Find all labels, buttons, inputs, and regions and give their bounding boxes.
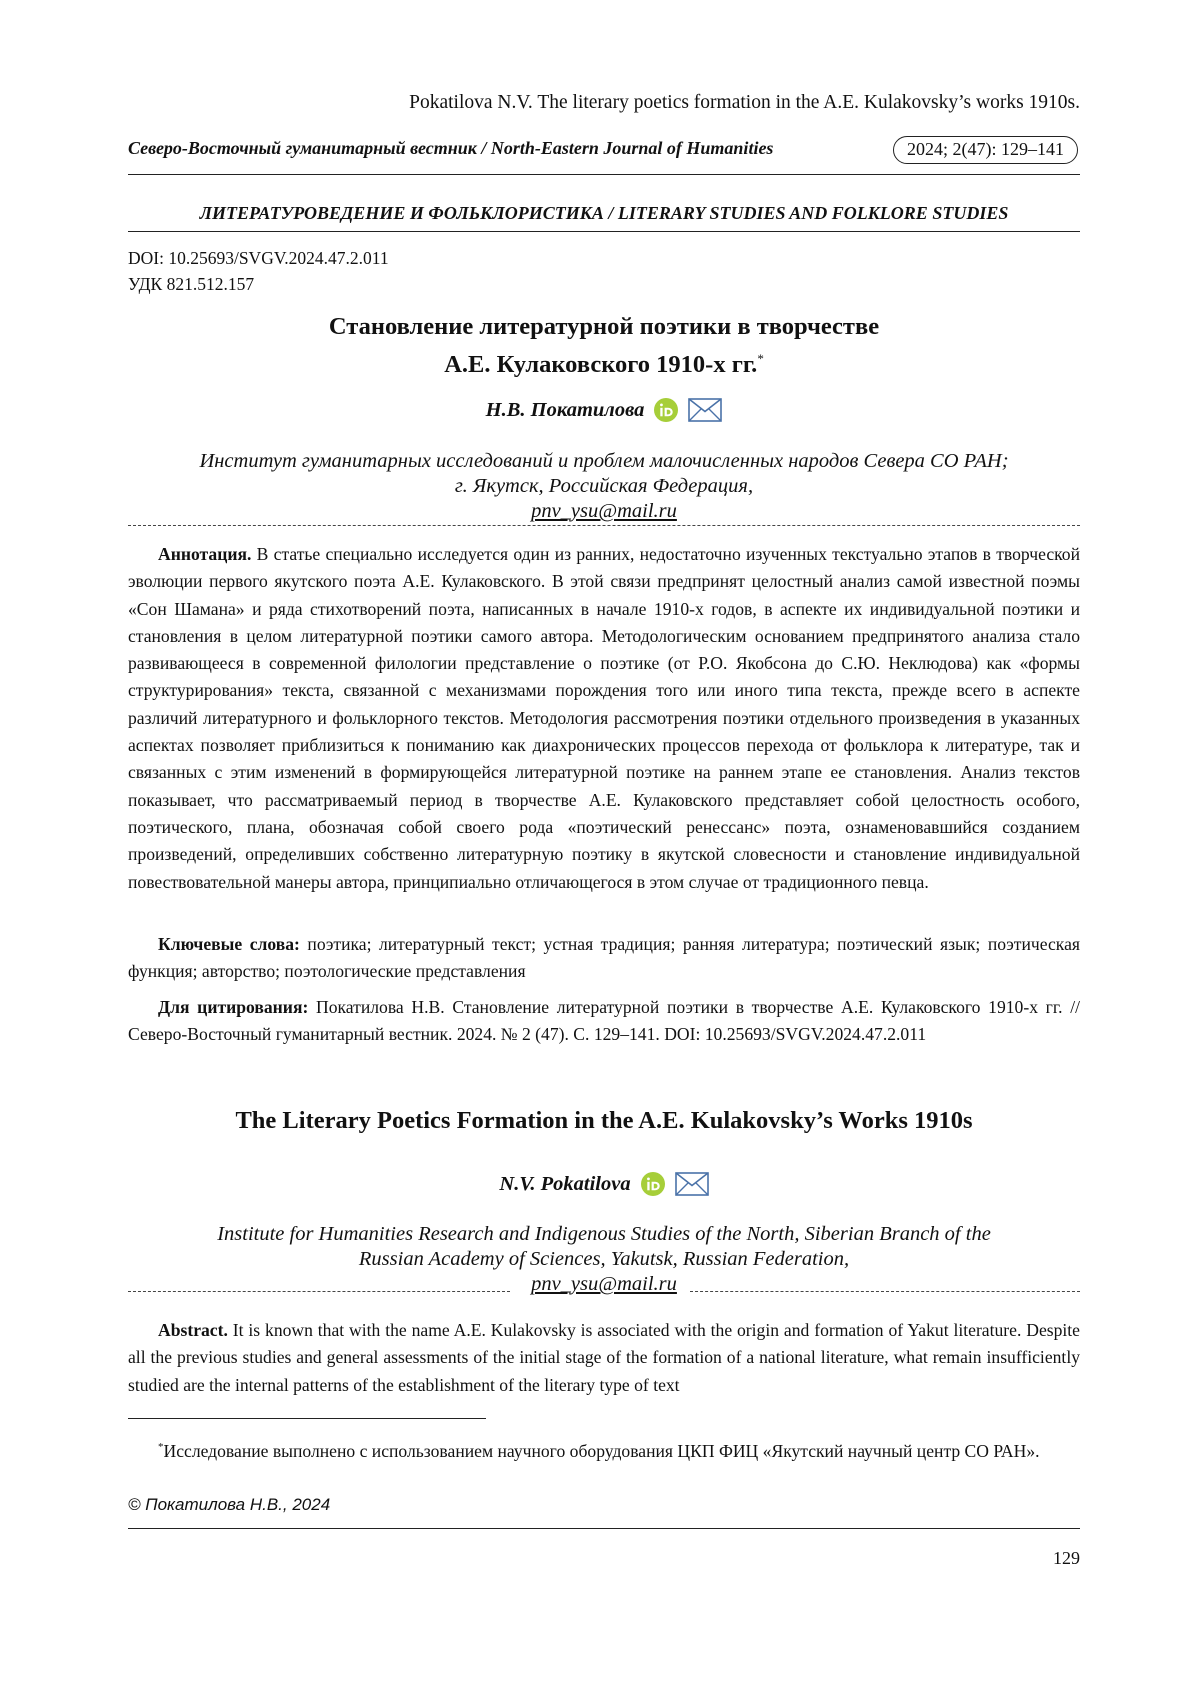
title-ru <box>128 311 1080 381</box>
author-ru-name: Н.В. Покатилова <box>485 398 645 421</box>
orcid-icon[interactable] <box>654 398 678 422</box>
citation-ru-text: Покатилова Н.В. Становление литературной поэтики в творчестве А.Е. Кулаковского 1910-х гг. // Северо-Восточный гуманитарный вестник. 2024. № 2 (47). С. 129–141. DOI: 10.25693/SVGV.2024.47.2.011 <box>128 997 1080 1045</box>
volume-badge: 2024; 2(47): 129–141 <box>893 136 1078 164</box>
affiliation-ru-rule <box>128 525 1080 526</box>
affiliation-en-rule-right <box>690 1291 1080 1292</box>
email-en <box>128 1272 1080 1297</box>
abstract-ru <box>128 541 1080 896</box>
title-ru-line-2 <box>128 343 1080 381</box>
author-en <box>128 1172 1080 1196</box>
title-en: The Literary Poetics Formation in the A.E. Kulakovsky’s Works 1910s <box>235 1107 973 1134</box>
keywords-ru-label: Ключевые слова: <box>158 934 300 954</box>
running-head: Pokatilova N.V. The literary poetics formation in the A.E. Kulakovsky’s works 1910s. <box>409 92 1080 113</box>
author-en-name: N.V. Pokatilova <box>499 1172 631 1195</box>
section-heading: ЛИТЕРАТУРОВЕДЕНИЕ И ФОЛЬКЛОРИСТИКА / LITERARY STUDIES AND FOLKLORE STUDIES <box>199 203 1009 223</box>
title-ru-line-2-text: А.Е. Кулаковского 1910-х гг. <box>444 351 758 378</box>
mail-icon[interactable] <box>675 1172 709 1196</box>
affiliation-en-rule-left <box>128 1291 510 1292</box>
title-ru-line-1: Становление литературной поэтики в творчестве <box>328 313 880 340</box>
keywords-ru <box>128 931 1080 986</box>
abstract-en-text: It is known that with the name A.E. Kulakovsky is associated with the origin and formation of Yakut literature. Despite all the previous studies and general assessments of the initial stage of the formation of a national literature, what remain insufficiently studied are the internal patterns of the establishment of the literary type of text <box>128 1320 1080 1395</box>
footnote-text: Исследование выполнено с использованием научного оборудования ЦКП ФИЦ «Якутский научный центр СО РАН». <box>163 1441 1040 1461</box>
abstract-en-label: Abstract. <box>158 1320 228 1340</box>
keywords-ru-text: поэтика; литературный текст; устная традиция; ранняя литература; поэтический язык; поэтическая функция; авторство; поэтологические представления <box>128 934 1080 982</box>
author-ru <box>128 398 1080 422</box>
footnote <box>128 1434 1080 1464</box>
orcid-icon[interactable] <box>641 1172 665 1196</box>
affiliation-en-line-1: Institute for Humanities Research and Indigenous Studies of the North, Siberian Branch of the <box>217 1223 991 1245</box>
abstract-ru-text: В статье специально исследуется один из ранних, недостаточно изученных текстуально этапов в творческой эволюции первого якутского поэта А.Е. Кулаковского. В этой связи предпринят целостный анализ самой известной поэмы «Сон Шамана» и ряда стихотворений поэта, написанных в начале 1910-х годов, в аспекте их индивидуальной поэтики и становления в целом литературной поэтики самого автора. Методологическим основанием предпринятого анализа стало развивающееся в современной филологии представление о поэтике (от Р.О. Якобсона до С.Ю. Неклюдова) как «формы структурирования» текста, связанной с механизмами порождения того или иного типа текста, прежде всего в аспекте различий литературного и фольклорного текстов. Методология рассмотрения поэтики отдельного произведения в указанных аспектах позволяет приблизиться к пониманию как диахронических процессов перехода от фольклора к литературе, так и связанных с этим изменений в формирующейся литературной поэтике на раннем этапе ее становления. Анализ текстов показывает, что рассматриваемый период в творчестве А.Е. Кулаковского представляет собой целостность особого, поэтического, плана, обозначая собой своего рода «поэтический ренессанс» поэта, ознаменовавшийся созданием произведений, определивших собственно литературную поэтику в якутской словесности и становление индивидуальной повествовательной манеры автора, принципиально отличающегося в этом случае от традиционного певца. <box>128 544 1080 892</box>
footnote-mark[interactable]: * <box>757 351 764 366</box>
udk-line: УДК 821.512.157 <box>128 274 255 294</box>
affiliation-ru-line-1: Институт гуманитарных исследований и проблем малочисленных народов Севера СО РАН; <box>199 450 1009 472</box>
email-ru <box>128 499 1080 524</box>
abstract-ru-label: Аннотация. <box>158 544 252 564</box>
journal-header <box>128 136 1080 168</box>
mail-icon[interactable] <box>688 398 722 422</box>
section-rule <box>128 231 1080 232</box>
copyright: © Покатилова Н.В., 2024 <box>128 1495 331 1514</box>
page-number: 129 <box>1053 1548 1080 1568</box>
affiliation-ru <box>128 449 1080 524</box>
footnote-marker: * <box>158 1441 164 1453</box>
affiliation-en <box>128 1222 1080 1297</box>
journal-title: Северо-Восточный гуманитарный вестник / North-Eastern Journal of Humanities <box>128 138 774 158</box>
footer-rule <box>128 1528 1080 1529</box>
abstract-en <box>128 1317 1080 1399</box>
affiliation-en-line-2: Russian Academy of Sciences, Yakutsk, Russian Federation, <box>358 1248 850 1270</box>
doi-line[interactable]: DOI: 10.25693/SVGV.2024.47.2.011 <box>128 248 389 268</box>
footnote-rule <box>128 1418 486 1419</box>
citation-ru-label: Для цитирования: <box>158 997 309 1017</box>
email-ru-link[interactable]: pnv_ysu@mail.ru <box>531 500 677 522</box>
affiliation-ru-line-2: г. Якутск, Российская Федерация, <box>454 475 754 497</box>
citation-ru <box>128 994 1080 1049</box>
email-en-link[interactable]: pnv_ysu@mail.ru <box>531 1273 677 1295</box>
header-rule <box>128 174 1080 175</box>
